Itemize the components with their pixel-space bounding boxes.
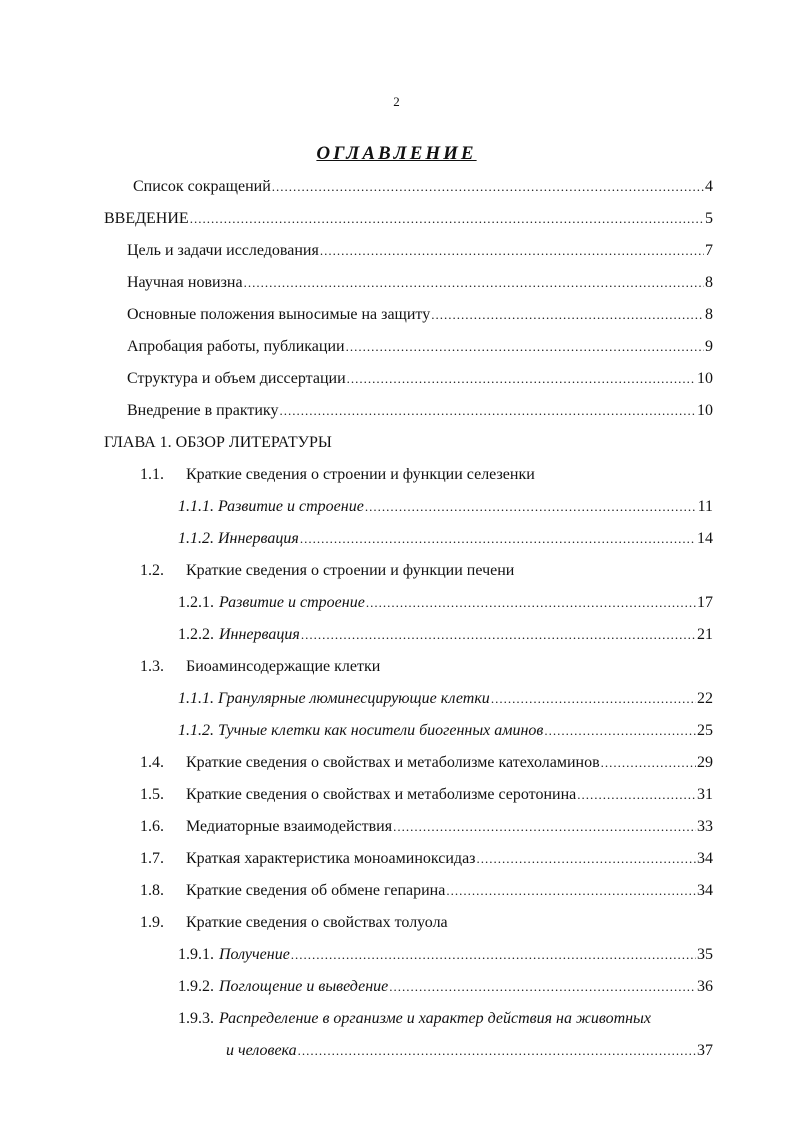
toc-entry-text: Развитие и строение: [219, 594, 365, 611]
toc-entry-number: 1.9.3.: [178, 1010, 214, 1027]
toc-entry-number: 1.3.: [140, 658, 164, 675]
toc-entry-1-2-1[interactable]: [178, 587, 713, 619]
toc-entry-text: ВВЕДЕНИЕ: [104, 210, 189, 227]
toc-leader-dots: [272, 171, 704, 203]
toc-entry-number: 1.2.2.: [178, 626, 214, 643]
toc-entry-text: Список сокращений: [133, 178, 271, 195]
toc-entry-page: 31: [697, 786, 713, 803]
toc-entry-1-3-2[interactable]: [178, 715, 713, 747]
toc-leader-dots: [365, 491, 697, 523]
toc-entry-page: 29: [697, 754, 713, 771]
toc-leader-dots: [476, 843, 696, 875]
toc-entry-text: 1.1.2. Тучные клетки как носители биогенных аминов: [178, 722, 544, 739]
toc-entry-1-4[interactable]: [140, 747, 713, 779]
toc-entry-1-1[interactable]: [140, 459, 713, 491]
toc-entry-text: 1.1.1. Гранулярные люминесцирующие клетки: [178, 690, 490, 707]
toc-entry-text: Цель и задачи исследования: [127, 242, 319, 259]
toc-entry-page: 17: [697, 594, 713, 611]
toc-leader-dots: [301, 619, 696, 651]
toc-entry-1-6[interactable]: [140, 811, 713, 843]
toc-entry-number: 1.5.: [140, 786, 164, 803]
toc-entry-text: Медиаторные взаимодействия: [186, 818, 393, 835]
toc-entry-text: Иннервация: [219, 626, 300, 643]
page-number: 2: [393, 94, 400, 109]
toc-entry-text: 1.1.2. Иннервация: [178, 530, 299, 547]
toc-entry-text: Получение: [219, 946, 290, 963]
toc-entry-1-8[interactable]: [140, 875, 713, 907]
toc-entry-introduction[interactable]: [104, 203, 713, 235]
toc-entry-goals[interactable]: [127, 235, 713, 267]
toc-entry-page: 25: [697, 722, 713, 739]
toc-entry-text: Поглощение и выведение: [219, 978, 389, 995]
toc-entry-text: Биоаминсодержащие клетки: [186, 658, 381, 675]
toc-entry-text: Научная новизна: [127, 274, 243, 291]
toc-entry-text: Краткие сведения об обмене гепарина: [186, 882, 446, 899]
toc-entry-number: 1.9.1.: [178, 946, 214, 963]
toc-entry-number: 1.9.2.: [178, 978, 214, 995]
toc-entry-1-9-2[interactable]: [178, 971, 713, 1003]
toc-entry-text: Апробация работы, публикации: [127, 338, 345, 355]
toc-entry-novelty[interactable]: [127, 267, 713, 299]
toc-entry-text: Распределение в организме и характер действия на животных: [219, 1010, 651, 1027]
toc-entry-1-1-2[interactable]: [178, 523, 713, 555]
toc-entry-chapter-1[interactable]: [104, 427, 713, 459]
toc-entry-page: 22: [697, 690, 713, 707]
toc-leader-dots: [577, 779, 696, 811]
toc-entry-text: Структура и объем диссертации: [127, 370, 346, 387]
toc-entry-number: 1.4.: [140, 754, 164, 771]
toc-entry-page: 5: [705, 210, 713, 227]
toc-entry-approbation[interactable]: [127, 331, 713, 363]
toc-entry-text: Основные положения выносимые на защиту: [127, 306, 431, 323]
toc-leader-dots: [491, 683, 696, 715]
toc-entry-number: 1.2.: [140, 562, 164, 579]
toc-leader-dots: [300, 523, 696, 555]
toc-entry-page: 34: [697, 850, 713, 867]
toc-entry-page: 34: [697, 882, 713, 899]
toc-entry-1-9[interactable]: [140, 907, 713, 939]
toc-leader-dots: [393, 811, 696, 843]
toc-entry-text: Краткая характеристика моноаминоксидаз: [186, 850, 476, 867]
toc-entry-page: 7: [705, 242, 713, 259]
toc-leader-dots: [291, 939, 696, 971]
toc-entry-text: Краткие сведения о свойствах толуола: [186, 914, 448, 931]
toc-entry-number: 1.8.: [140, 882, 164, 899]
toc-entry-page: 37: [697, 1042, 713, 1059]
toc-entry-page: 33: [697, 818, 713, 835]
toc-entry-1-3[interactable]: [140, 651, 713, 683]
toc-entry-number: 1.9.: [140, 914, 164, 931]
toc-entry-page: 36: [697, 978, 713, 995]
toc-entry-text: 1.1.1. Развитие и строение: [178, 498, 364, 515]
toc-entry-text: Краткие сведения о строении и функции печени: [186, 562, 515, 579]
toc-entry-1-1-1[interactable]: [178, 491, 713, 523]
toc-entry-text: Внедрение в практику: [127, 402, 279, 419]
toc-entry-page: 35: [697, 946, 713, 963]
toc-entry-1-2-2[interactable]: [178, 619, 713, 651]
toc-leader-dots: [544, 715, 696, 747]
toc-leader-dots: [298, 1035, 696, 1067]
toc-leader-dots: [244, 267, 704, 299]
toc-entry-number: 1.7.: [140, 850, 164, 867]
toc-entry-page: 21: [697, 626, 713, 643]
toc-leader-dots: [347, 363, 696, 395]
toc-entry-1-3-1[interactable]: [178, 683, 713, 715]
toc-entry-text: ГЛАВА 1. ОБЗОР ЛИТЕРАТУРЫ: [104, 434, 332, 451]
toc-entry-1-5[interactable]: [140, 779, 713, 811]
toc-entry-1-2[interactable]: [140, 555, 713, 587]
toc-leader-dots: [446, 875, 696, 907]
toc-entry-1-7[interactable]: [140, 843, 713, 875]
toc-entry-1-9-3-continued[interactable]: [226, 1035, 713, 1067]
toc-entry-page: 8: [705, 274, 713, 291]
toc-entry-structure[interactable]: [127, 363, 713, 395]
toc-title: ОГЛАВЛЕНИЕ: [316, 143, 477, 164]
toc-leader-dots: [366, 587, 696, 619]
toc-leader-dots: [431, 299, 704, 331]
toc-entry-page: 8: [705, 306, 713, 323]
toc-entry-text: Краткие сведения о строении и функции селезенки: [186, 466, 535, 483]
toc-leader-dots: [320, 235, 704, 267]
toc-entry-number: 1.6.: [140, 818, 164, 835]
toc-leader-dots: [601, 747, 696, 779]
toc-entry-page: 14: [697, 530, 713, 547]
toc-entry-1-9-3[interactable]: [178, 1003, 741, 1035]
toc-leader-dots: [346, 331, 704, 363]
toc-entry-main-provisions[interactable]: [127, 299, 713, 331]
toc-entry-1-9-1[interactable]: [178, 939, 713, 971]
toc-entry-text: Краткие сведения о свойствах и метаболизме катехоламинов: [186, 754, 600, 771]
toc-leader-dots: [389, 971, 696, 1003]
toc-entry-text: Краткие сведения о свойствах и метаболизме серотонина: [186, 786, 577, 803]
toc-leader-dots: [190, 203, 704, 235]
toc-entry-page: 4: [705, 178, 713, 195]
toc-entry-page: 9: [705, 338, 713, 355]
toc-entry-page: 11: [697, 498, 713, 515]
toc-entry-number: 1.1.: [140, 466, 164, 483]
toc-entry-implementation[interactable]: [127, 395, 713, 427]
toc-entry-page: 10: [697, 402, 713, 419]
toc-leader-dots: [279, 395, 696, 427]
toc-entry-page: 10: [697, 370, 713, 387]
toc-entry-text: и человека: [226, 1042, 297, 1059]
toc-entry-number: 1.2.1.: [178, 594, 214, 611]
toc-entry-abbreviations[interactable]: [133, 171, 713, 203]
